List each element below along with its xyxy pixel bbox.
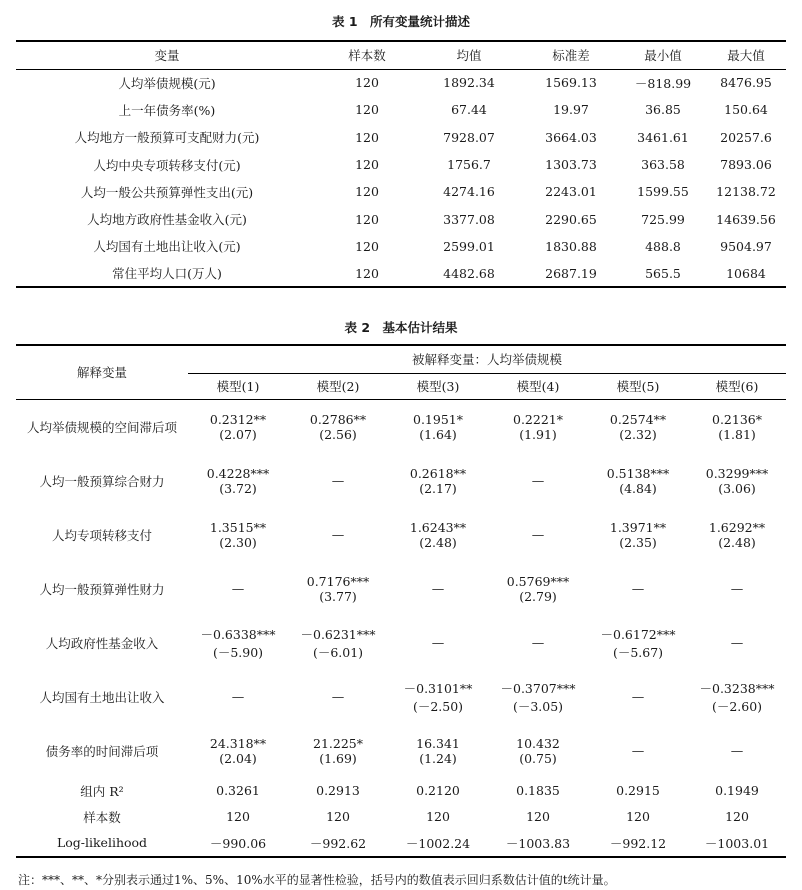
table-cell: －1003.83 — [505, 835, 571, 851]
table-cell: 67.44 — [451, 102, 487, 118]
table-cell: 4274.16 — [443, 184, 495, 200]
table-cell: 120 — [355, 157, 379, 173]
table-cell: 0.1835 — [516, 783, 560, 798]
coef-cell: －0.3707*** — [500, 680, 576, 696]
coef-cell: 0.2221* — [513, 411, 563, 427]
table-cell: 0.1949 — [715, 783, 759, 798]
coef-cell: 0.4228*** — [206, 465, 270, 481]
coef-cell: 1.6243** — [409, 519, 467, 535]
tstat-cell: (－5.67) — [612, 644, 664, 660]
coef-cell: 0.2618** — [409, 465, 467, 481]
tstat-cell: (2.07) — [219, 426, 257, 442]
tstat-cell: (－2.60) — [711, 698, 763, 714]
coef-row — [16, 724, 786, 751]
table-cell: 3461.61 — [637, 129, 689, 145]
table-cell: 488.8 — [645, 238, 681, 254]
table2-model-header: 模型(2) — [288, 373, 388, 399]
empty-cell: — — [331, 527, 345, 542]
coef-cell: 10.432 — [516, 735, 560, 751]
row-label: 人均一般公共预算弹性支出(元) — [80, 184, 254, 200]
table-cell: 120 — [725, 809, 749, 824]
empty-cell: — — [531, 473, 545, 488]
table-cell: 1892.34 — [443, 75, 495, 91]
table-cell: －992.12 — [609, 835, 667, 851]
stat-row — [16, 804, 786, 830]
empty-cell: — — [631, 743, 645, 758]
table-cell: 120 — [526, 809, 550, 824]
empty-cell: — — [231, 689, 245, 704]
row-label: 人均国有土地出让收入(元) — [93, 239, 241, 255]
coef-cell: 16.341 — [416, 735, 460, 751]
table-cell: 20257.6 — [720, 129, 772, 145]
table2-header-row — [16, 345, 786, 373]
empty-cell: — — [730, 743, 744, 758]
coef-cell: －0.3238*** — [699, 680, 775, 696]
table-cell: 9504.97 — [720, 238, 772, 254]
table-cell: 120 — [226, 809, 250, 824]
table-row — [16, 205, 786, 232]
coef-row — [16, 616, 786, 643]
table-cell: 120 — [426, 809, 450, 824]
table-cell: 120 — [326, 809, 350, 824]
row-label: 人均举债规模(元) — [118, 75, 216, 91]
coef-row — [16, 454, 786, 481]
tstat-cell: (2.79) — [519, 588, 557, 604]
table-cell: 0.2913 — [316, 783, 360, 798]
table-cell: 14639.56 — [716, 211, 776, 227]
table-cell: －990.06 — [209, 835, 267, 851]
tstat-cell: (3.77) — [319, 588, 357, 604]
table-cell: 2243.01 — [545, 184, 597, 200]
table-cell: 120 — [626, 809, 650, 824]
table-cell: 2290.65 — [545, 211, 597, 227]
coef-cell: －0.6231*** — [300, 626, 376, 642]
coef-cell: 0.5769*** — [506, 573, 570, 589]
table-cell: 120 — [355, 129, 379, 145]
row-label: 人均中央专项转移支付(元) — [93, 157, 241, 173]
row-label: 人均举债规模的空间滞后项 — [26, 419, 177, 435]
table1-col-header: 样本数 — [318, 41, 416, 69]
table-cell: 36.85 — [645, 102, 681, 118]
table-cell: －1003.01 — [704, 835, 770, 851]
tstat-cell: (3.06) — [718, 480, 756, 496]
table2-note: 注：***、**、*分别表示通过1%、5%、10%水平的显著性检验，括号内的数值表示回归系数估计值的t统计量。 — [18, 873, 616, 887]
table1 — [16, 40, 786, 288]
table-cell: 120 — [355, 102, 379, 118]
table-cell: 0.2915 — [616, 783, 660, 798]
coef-cell: 0.2574** — [609, 411, 667, 427]
table-cell: 1830.88 — [545, 238, 597, 254]
table-cell: 120 — [355, 211, 379, 227]
table1-col-header: 标准差 — [522, 41, 620, 69]
empty-cell: — — [631, 689, 645, 704]
table-cell: 363.58 — [641, 157, 685, 173]
table-row — [16, 69, 786, 96]
table-cell: 7928.07 — [443, 129, 495, 145]
coef-row — [16, 562, 786, 589]
row-label: Log-likelihood — [56, 835, 148, 850]
coef-row — [16, 508, 786, 535]
coef-cell: 0.2786** — [309, 411, 367, 427]
table2-title: 表 2 基本估计结果 — [344, 320, 458, 335]
empty-cell: — — [431, 581, 445, 596]
row-label: 人均一般预算综合财力 — [39, 473, 165, 489]
tstat-cell: (0.75) — [519, 750, 557, 766]
tstat-cell: (1.64) — [419, 426, 457, 442]
table2-model-header: 模型(5) — [588, 373, 688, 399]
table1-col-header: 最小值 — [620, 41, 706, 69]
table2-dep-header: 被解释变量：人均举债规模 — [188, 345, 786, 373]
stat-row — [16, 830, 786, 857]
empty-cell: — — [331, 473, 345, 488]
coef-cell: 0.7176*** — [306, 573, 370, 589]
tstat-cell: (2.35) — [619, 534, 657, 550]
table-row — [16, 260, 786, 287]
tstat-cell: (1.24) — [419, 750, 457, 766]
row-label: 人均专项转移支付 — [51, 527, 152, 543]
coef-cell: －0.6338*** — [200, 626, 276, 642]
table-cell: 2599.01 — [443, 238, 495, 254]
table-row — [16, 178, 786, 205]
tstat-cell: (3.72) — [219, 480, 257, 496]
coef-cell: 0.2312** — [209, 411, 267, 427]
empty-cell: — — [730, 581, 744, 596]
tstat-cell: (2.56) — [319, 426, 357, 442]
tstat-cell: (2.48) — [718, 534, 756, 550]
row-label: 上一年债务率(%) — [118, 102, 216, 118]
empty-cell: — — [531, 527, 545, 542]
table-cell: 1569.13 — [545, 75, 597, 91]
table2-model-header: 模型(1) — [188, 373, 288, 399]
tstat-cell: (－3.05) — [512, 698, 564, 714]
table-cell: 19.97 — [553, 102, 589, 118]
tstat-cell: (2.17) — [419, 480, 457, 496]
table2 — [16, 344, 786, 858]
tstat-cell: (－6.01) — [312, 644, 364, 660]
tstat-cell: (2.48) — [419, 534, 457, 550]
coef-cell: 0.5138*** — [606, 465, 670, 481]
coef-cell: 1.3515** — [209, 519, 267, 535]
row-label: 样本数 — [83, 809, 121, 825]
coef-cell: 0.1951* — [413, 411, 463, 427]
table1-col-header: 均值 — [416, 41, 522, 69]
table-cell: 120 — [355, 75, 379, 91]
row-label: 人均地方一般预算可支配财力(元) — [74, 130, 260, 146]
coef-cell: －0.3101** — [403, 680, 473, 696]
table-cell: 10684 — [726, 265, 766, 281]
table-cell: 1303.73 — [545, 157, 597, 173]
tstat-cell: (2.04) — [219, 750, 257, 766]
table1-header-row — [16, 41, 786, 69]
table-cell: 725.99 — [641, 211, 685, 227]
table-cell: 0.2120 — [416, 783, 460, 798]
table-cell: 12138.72 — [716, 184, 776, 200]
empty-cell: — — [431, 635, 445, 650]
table-cell: 0.3261 — [216, 783, 260, 798]
coef-row — [16, 670, 786, 697]
table-cell: 2687.19 — [545, 265, 597, 281]
coef-row — [16, 399, 786, 427]
table2-model-header: 模型(3) — [388, 373, 488, 399]
table-cell: 1756.7 — [447, 157, 491, 173]
table-row — [16, 151, 786, 178]
tstat-cell: (1.69) — [319, 750, 357, 766]
table-cell: －818.99 — [634, 75, 692, 91]
table-cell: 3377.08 — [443, 211, 495, 227]
tstat-cell: (－5.90) — [212, 644, 264, 660]
table-cell: 8476.95 — [720, 75, 772, 91]
coef-cell: 24.318** — [209, 735, 267, 751]
tstat-cell: (2.32) — [619, 426, 657, 442]
table-row — [16, 96, 786, 123]
table-cell: 3664.03 — [545, 129, 597, 145]
row-label: 人均政府性基金收入 — [45, 635, 159, 651]
row-label: 人均一般预算弹性财力 — [39, 581, 165, 597]
table-cell: 565.5 — [645, 265, 681, 281]
empty-cell: — — [231, 581, 245, 596]
row-label: 债务率的时间滞后项 — [45, 743, 159, 759]
table-cell: 120 — [355, 184, 379, 200]
table1-col-header: 最大值 — [706, 41, 786, 69]
coef-cell: 1.6292** — [708, 519, 766, 535]
table-cell: 1599.55 — [637, 184, 689, 200]
empty-cell: — — [631, 581, 645, 596]
table1-title: 表 1 所有变量统计描述 — [331, 14, 471, 29]
coef-cell: 0.3299*** — [705, 465, 769, 481]
tstat-cell: (4.84) — [619, 480, 657, 496]
table-row — [16, 233, 786, 260]
table2-var-header: 解释变量 — [16, 345, 188, 399]
empty-cell: — — [331, 689, 345, 704]
table-cell: 120 — [355, 238, 379, 254]
table-row — [16, 124, 786, 151]
coef-cell: 0.2136* — [712, 411, 762, 427]
table-cell: 4482.68 — [443, 265, 495, 281]
table-cell: 150.64 — [724, 102, 768, 118]
stat-row — [16, 778, 786, 804]
table-cell: －1002.24 — [405, 835, 471, 851]
coef-cell: 1.3971** — [609, 519, 667, 535]
tstat-cell: (1.91) — [519, 426, 557, 442]
tstat-cell: (2.30) — [219, 534, 257, 550]
table-cell: 7893.06 — [720, 157, 772, 173]
row-label: 人均国有土地出让收入 — [39, 689, 165, 705]
tstat-cell: (－2.50) — [412, 698, 464, 714]
coef-cell: 21.225* — [313, 735, 363, 751]
table-cell: －992.62 — [309, 835, 367, 851]
empty-cell: — — [730, 635, 744, 650]
table1-col-header: 变量 — [16, 41, 318, 69]
empty-cell: — — [531, 635, 545, 650]
tstat-cell: (1.81) — [718, 426, 756, 442]
table2-model-header: 模型(4) — [488, 373, 588, 399]
table2-model-header: 模型(6) — [688, 373, 786, 399]
row-label: 常住平均人口(万人) — [112, 266, 222, 282]
row-label: 组内 R² — [80, 783, 124, 799]
coef-cell: －0.6172*** — [600, 626, 676, 642]
row-label: 人均地方政府性基金收入(元) — [87, 212, 247, 228]
table-cell: 120 — [355, 265, 379, 281]
